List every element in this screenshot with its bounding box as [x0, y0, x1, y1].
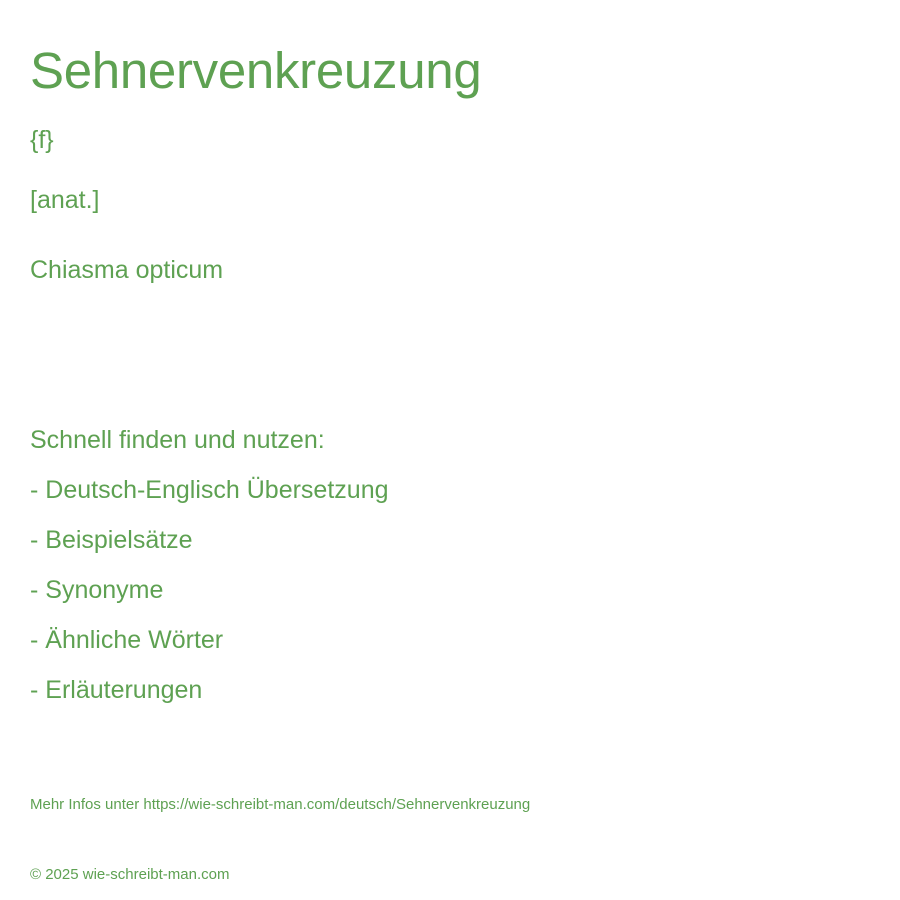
copyright-notice: © 2025 wie-schreibt-man.com [30, 866, 230, 883]
similar-words-link[interactable]: - Ähnliche Wörter [30, 626, 224, 654]
page-title: Sehnervenkreuzung [30, 42, 482, 99]
subject-domain-tag: [anat.] [30, 186, 100, 214]
grammatical-gender: {f} [30, 126, 54, 154]
more-info-url[interactable]: Mehr Infos unter https://wie-schreibt-man.com/deutsch/Sehnervenkreuzung [30, 796, 531, 813]
synonyms-link[interactable]: - Synonyme [30, 576, 164, 604]
explanations-link[interactable]: - Erläuterungen [30, 676, 203, 704]
quick-links-heading: Schnell finden und nutzen: [30, 426, 325, 454]
translation-text: Chiasma opticum [30, 256, 224, 284]
translation-link[interactable]: - Deutsch-Englisch Übersetzung [30, 476, 389, 504]
example-sentences-link[interactable]: - Beispielsätze [30, 526, 193, 554]
